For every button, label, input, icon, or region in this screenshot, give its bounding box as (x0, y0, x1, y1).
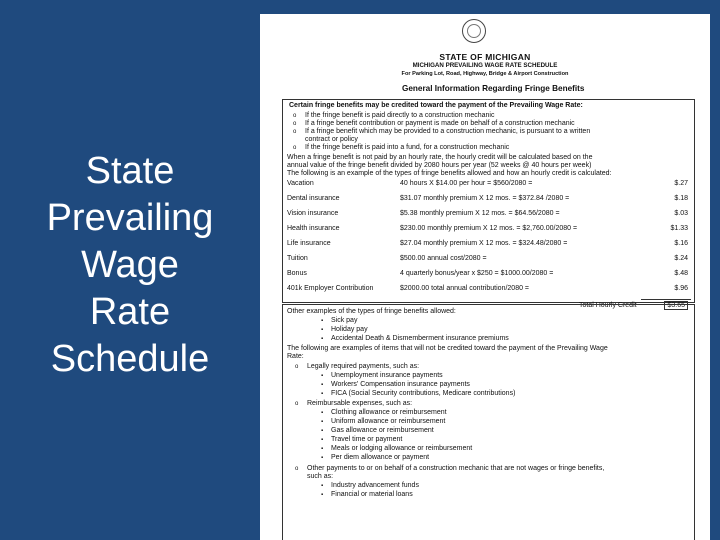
benefit-calc: $31.07 monthly premium X 12 mos. = $372.84 /2080 = (400, 195, 570, 202)
reimb-item: Travel time or payment (331, 436, 403, 443)
benefit-calc: $5.38 monthly premium X 12 mos. = $64.56/2080 = (400, 210, 560, 217)
condition-item-continued: contract or policy (305, 136, 358, 143)
state-seal-icon (462, 19, 486, 43)
condition-item: If a fringe benefit which may be provided to a construction mechanic, is pursuant to a written (305, 128, 591, 135)
benefit-row (283, 269, 694, 278)
square-bullet-icon: ▪ (321, 382, 324, 388)
reimb-item: Uniform allowance or reimbursement (331, 418, 446, 425)
benefit-label: 401k Employer Contribution (287, 285, 374, 292)
circle-bullet-icon: o (295, 466, 299, 472)
not-credited-intro: The following are examples of items that will not be credited toward the payment of the Prevailing Wage (287, 345, 608, 352)
benefit-value: $.18 (674, 195, 688, 202)
legal-intro: Legally required payments, such as: (307, 363, 420, 370)
benefit-label: Vision insurance (287, 210, 339, 217)
square-bullet-icon: ▪ (321, 410, 324, 416)
square-bullet-icon: ▪ (321, 327, 324, 333)
square-bullet-icon: ▪ (321, 336, 324, 342)
square-bullet-icon: ▪ (321, 437, 324, 443)
square-bullet-icon: ▪ (321, 483, 324, 489)
benefit-value: $.27 (674, 180, 688, 187)
doc-state-heading: STATE OF MICHIGAN (439, 52, 531, 62)
benefit-row (283, 209, 694, 218)
benefit-row (283, 194, 694, 203)
square-bullet-icon: ▪ (321, 428, 324, 434)
allowed-item: Holiday pay (331, 326, 368, 333)
benefit-row (283, 179, 694, 188)
other-item: Financial or material loans (331, 491, 413, 498)
square-bullet-icon: ▪ (321, 419, 324, 425)
reimb-item: Per diem allowance or payment (331, 454, 430, 461)
circle-bullet-icon: o (293, 145, 297, 151)
allowed-item: Sick pay (331, 317, 358, 324)
circle-bullet-icon: o (295, 364, 299, 370)
slide-title: State Prevailing Wage Rate Schedule (46, 150, 214, 380)
condition-item: If the fringe benefit is paid directly to a construction mechanic (305, 112, 495, 119)
benefit-value: $.48 (674, 270, 688, 277)
reimb-intro: Reimbursable expenses, such as: (307, 400, 413, 407)
intro-text: Certain fringe benefits may be credited toward the payment of the Prevailing Wage Rate: (289, 102, 583, 109)
reimb-item: Meals or lodging allowance or reimbursement (331, 445, 473, 452)
square-bullet-icon: ▪ (321, 446, 324, 452)
square-bullet-icon: ▪ (321, 318, 324, 324)
benefit-value: $.24 (674, 255, 688, 262)
legal-item: Workers' Compensation insurance payments (331, 381, 470, 388)
hourly-note-line: When a fringe benefit is not paid by an hourly rate, the hourly credit will be calculated based on the (287, 154, 593, 161)
fringe-credit-box (282, 99, 695, 309)
benefit-row (283, 254, 694, 263)
doc-scope-heading: For Parking Lot, Road, Highway, Bridge & Airport Construction (401, 71, 569, 77)
other-intro-continued: such as: (307, 473, 334, 480)
allowed-intro: Other examples of the types of fringe benefits allowed: (287, 308, 456, 315)
total-divider (641, 299, 691, 300)
condition-item: If a fringe benefit contribution or payment is made on behalf of a construction mechanic (305, 120, 575, 127)
other-intro: Other payments to or on behalf of a construction mechanic that are not wages or fringe benefits, (307, 465, 605, 472)
circle-bullet-icon: o (293, 121, 297, 127)
benefit-value: $1.33 (670, 225, 688, 232)
benefit-label: Vacation (287, 180, 314, 187)
square-bullet-icon: ▪ (321, 373, 324, 379)
not-credited-intro-continued: Rate: (287, 353, 304, 360)
square-bullet-icon: ▪ (321, 492, 324, 498)
square-bullet-icon: ▪ (321, 455, 324, 461)
benefit-value: $.96 (674, 285, 688, 292)
benefit-calc: $500.00 annual cost/2080 = (400, 255, 487, 262)
wage-schedule-document (260, 14, 710, 540)
hourly-note-line: The following is an example of the types of fringe benefits allowed and how an hourly credit is calculated: (287, 170, 612, 177)
doc-schedule-heading: MICHIGAN PREVAILING WAGE RATE SCHEDULE (412, 62, 558, 69)
benefit-calc: 40 hours X $14.00 per hour = $560/2080 = (400, 180, 533, 187)
total-value: $3.65 (664, 301, 688, 310)
benefit-label: Life insurance (287, 240, 331, 247)
benefit-row (283, 239, 694, 248)
circle-bullet-icon: o (293, 129, 297, 135)
benefit-calc: $27.04 monthly premium X 12 mos. = $324.48/2080 = (400, 240, 568, 247)
benefit-calc: $2000.00 total annual contribution/2080 = (400, 285, 530, 292)
circle-bullet-icon: o (293, 113, 297, 119)
other-item: Industry advancement funds (331, 482, 419, 489)
benefit-label: Bonus (287, 270, 307, 277)
examples-box (282, 304, 695, 540)
reimb-item: Gas allowance or reimbursement (331, 427, 434, 434)
benefit-label: Dental insurance (287, 195, 340, 202)
circle-bullet-icon: o (295, 401, 299, 407)
benefit-label: Tuition (287, 255, 308, 262)
benefit-row (283, 224, 694, 233)
benefit-calc: $230.00 monthly premium X 12 mos. = $2,760.00/2080 = (400, 225, 578, 232)
legal-item: FICA (Social Security contributions, Medicare contributions) (331, 390, 516, 397)
allowed-item: Accidental Death & Dismemberment insurance premiums (331, 335, 509, 342)
section-title: General Information Regarding Fringe Benefits (402, 84, 585, 93)
total-label: Total Hourly Credit (579, 302, 637, 309)
legal-item: Unemployment insurance payments (331, 372, 443, 379)
benefit-label: Health insurance (287, 225, 340, 232)
condition-item: If the fringe benefit is paid into a fund, for a construction mechanic (305, 144, 510, 151)
benefit-value: $.16 (674, 240, 688, 247)
benefit-row (283, 284, 694, 293)
hourly-note-line: annual value of the fringe benefit divided by 2080 hours per year (52 weeks @ 40 hours per week) (287, 162, 592, 169)
square-bullet-icon: ▪ (321, 391, 324, 397)
benefit-calc: 4 quarterly bonus/year x $250 = $1000.00/2080 = (400, 270, 554, 277)
reimb-item: Clothing allowance or reimbursement (331, 409, 447, 416)
benefit-value: $.03 (674, 210, 688, 217)
